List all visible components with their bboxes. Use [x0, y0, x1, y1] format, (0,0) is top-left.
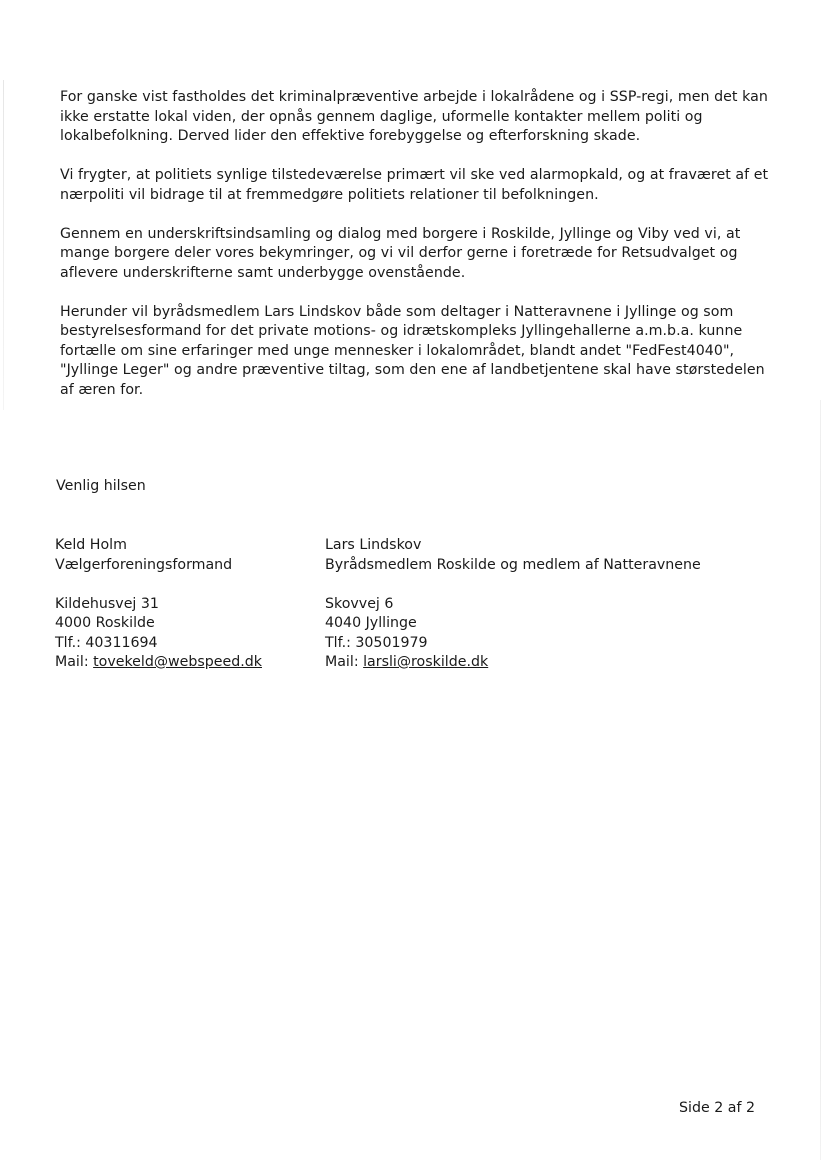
signatory-phone: Tlf.: 30501979 [325, 634, 428, 651]
page-number: Side 2 af 2 [679, 1100, 755, 1116]
letter-body [60, 88, 770, 420]
paragraph-3: Gennem en underskriftsindsamling og dialog med borgere i Roskilde, Jyllinge og Viby ved vi, at mange borgere deler vores bekymringer, og vi vil derfor gerne i foretræde for Retsudvalget og aflevere underskrifterne samt underbygge ovenstående. [60, 225, 741, 281]
closing-salutation: Venlig hilsen [56, 478, 146, 494]
signatory-left [55, 536, 262, 673]
paragraph-4: Herunder vil byrådsmedlem Lars Lindskov både som deltager i Natteravnene i Jyllinge og som bestyrelsesformand for det private motions- og idrætskompleks Jyllingehallerne a.m.b.a. kunne fortælle om sine erfaringer med unge mennesker i lokalområdet, blandt andet "FedFest4040", "Jyllinge Leger" og andre præventive tiltag, som den ene af landbetjentene skal have størstedelen af æren for. [60, 303, 765, 398]
paragraph-2: Vi frygter, at politiets synlige tilstedeværelse primært vil ske ved alarmopkald, og at fraværet af et nærpoliti vil bidrage til at fremmedgøre politiets relationer til befolkningen. [60, 167, 769, 203]
paragraph-1: For ganske vist fastholdes det kriminalpræventive arbejde i lokalrådene og i SSP-regi, men det kan ikke erstatte lokal viden, der opnås gennem daglige, uformelle kontakter mellem politi og lokalbefolkning. Derved lider den effektive forebyggelse og efterforskning skade. [60, 89, 768, 144]
signatory-right [325, 536, 701, 673]
mail-label: Mail: [55, 654, 94, 670]
email-link[interactable]: larsli@roskilde.dk [363, 654, 489, 670]
signatory-name: Lars Lindskov [325, 537, 422, 553]
email-link[interactable]: tovekeld@webspeed.dk [93, 654, 262, 670]
signatory-phone: Tlf.: 40311694 [55, 634, 158, 651]
signatory-mail [55, 653, 262, 673]
signatory-role: Vælgerforeningsformand [55, 556, 233, 573]
signatory-street: Kildehusvej 31 [55, 595, 159, 612]
signatory-role: Byrådsmedlem Roskilde og medlem af Natteravnene [325, 556, 701, 573]
scan-edge-right [820, 400, 821, 1160]
signatory-street: Skovvej 6 [325, 595, 394, 612]
signatory-name: Keld Holm [55, 537, 127, 553]
scan-edge-left [3, 80, 4, 410]
signatory-mail [325, 653, 701, 673]
mail-label: Mail: [325, 654, 364, 670]
signatory-city: 4000 Roskilde [55, 615, 155, 631]
signatory-city: 4040 Jyllinge [325, 615, 417, 631]
